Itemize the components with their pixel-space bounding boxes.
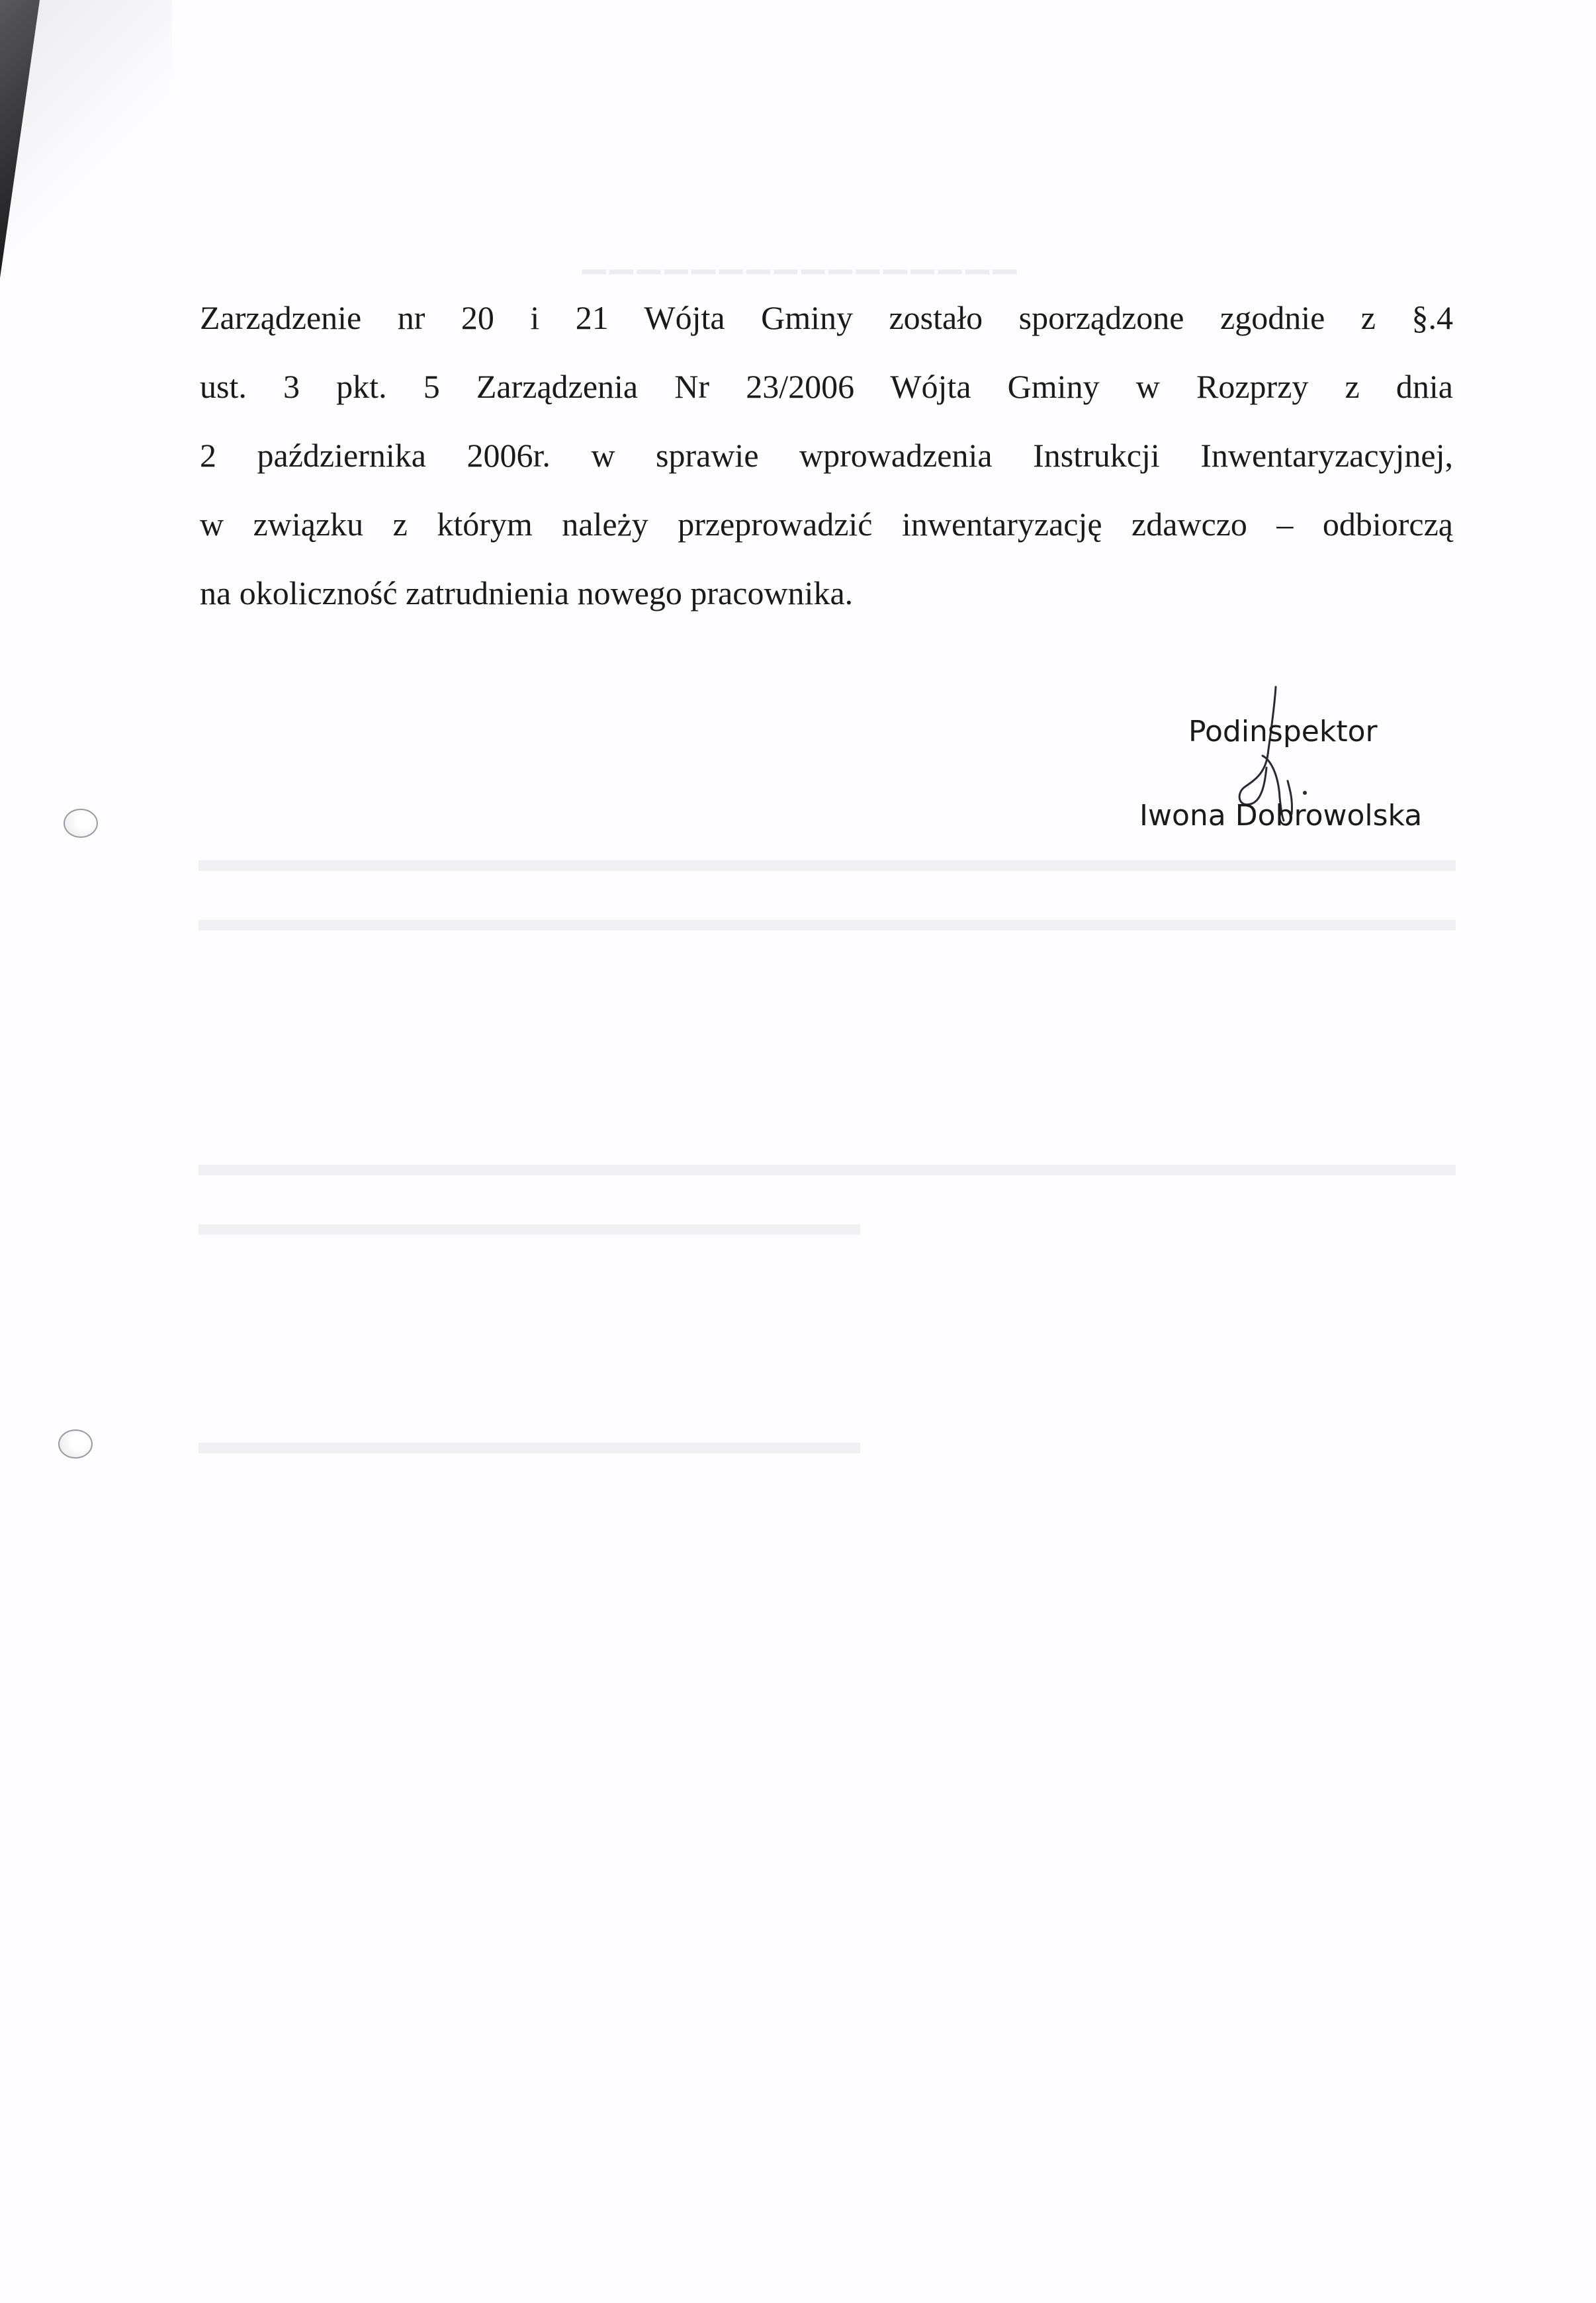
- punch-hole: [64, 809, 98, 838]
- bleed-through-line: [199, 1165, 1456, 1175]
- signer-title: Podinspektor: [1188, 715, 1378, 748]
- folded-corner: [0, 0, 172, 278]
- paragraph-line: Zarządzenie nr 20 i 21 Wójta Gminy zostało sporządzone zgodnie z §.4: [200, 299, 1453, 336]
- bleed-through-line: [199, 1224, 860, 1235]
- paragraph-line: na okoliczność zatrudnienia nowego pracownika.: [200, 574, 854, 611]
- body-paragraph: [200, 283, 1453, 627]
- paragraph-line: w związku z którym należy przeprowadzić inwentaryzację zdawczo – odbiorczą: [200, 506, 1453, 543]
- bleed-through-heading: ▁▁▁▁▁▁▁▁▁▁▁▁▁▁▁▁: [582, 240, 1021, 273]
- signer-name: Iwona Dobrowolska: [1139, 799, 1423, 833]
- bleed-through-line: [199, 920, 1456, 930]
- punch-hole: [58, 1429, 93, 1459]
- paragraph-line: 2 października 2006r. w sprawie wprowadzenia Instrukcji Inwentaryzacyjnej,: [200, 437, 1453, 474]
- paragraph-line: ust. 3 pkt. 5 Zarządzenia Nr 23/2006 Wójta Gminy w Rozprzy z dnia: [200, 368, 1453, 405]
- bleed-through-line: [199, 1443, 860, 1453]
- bleed-through-line: [199, 860, 1456, 871]
